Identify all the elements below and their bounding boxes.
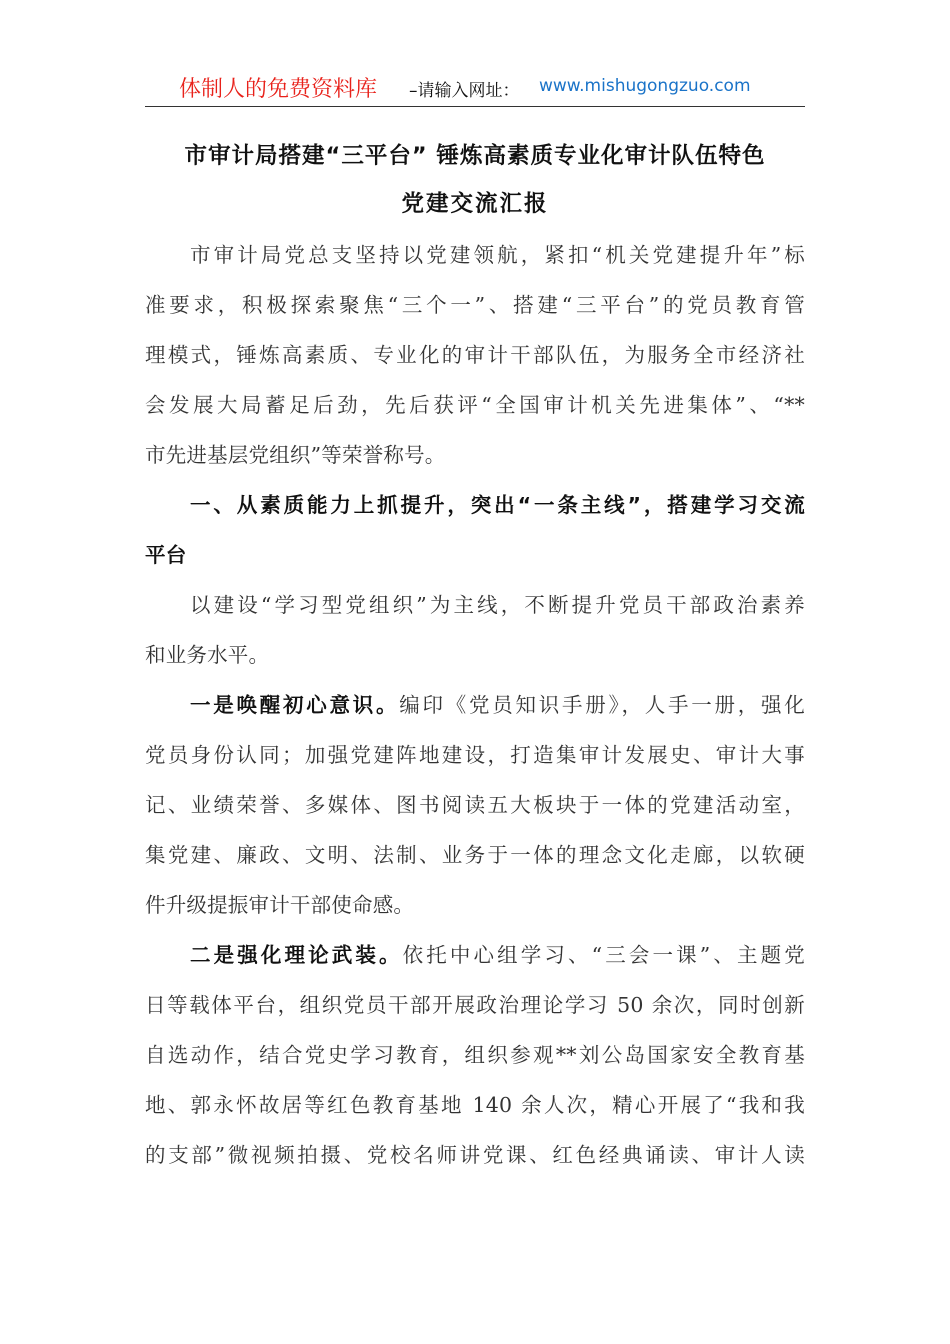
point-2-lead: 二是强化理论武装。 xyxy=(190,943,403,967)
intro-line: 准要求，积极探索聚焦“三个一”、搭建“三平台”的党员教育管 xyxy=(145,293,805,317)
point-1-first-line xyxy=(190,688,805,718)
intro-line: 市审计局党总支坚持以党建领航，紧扣“机关党建提升年”标 xyxy=(190,243,805,267)
header-brand: 体制人的免费资料库 xyxy=(179,77,378,102)
header-prompt: –请输入网址： xyxy=(409,81,520,101)
intro-line: 市先进基层党组织”等荣誉称号。 xyxy=(145,443,446,467)
point-1-line: 件升级提振审计干部使命感。 xyxy=(145,893,415,917)
page-header xyxy=(145,72,805,107)
intro-line: 会发展大局蓄足后劲，先后获评“全国审计机关先进集体”、“** xyxy=(145,393,805,417)
section-intro-line: 以建设“学习型党组织”为主线，不断提升党员干部政治素养 xyxy=(190,593,805,617)
point-2-first-text: 依托中心组学习、“三会一课”、主题党 xyxy=(402,943,805,967)
point-1-first-text: 编印《党员知识手册》，人手一册，强化 xyxy=(399,693,805,717)
section-intro-line: 和业务水平。 xyxy=(145,643,270,667)
point-1-line: 集党建、廉政、文明、法制、业务于一体的理念文化走廊，以软硬 xyxy=(145,843,805,867)
intro-line: 理模式，锤炼高素质、专业化的审计干部队伍，为服务全市经济社 xyxy=(145,343,805,367)
point-1-line: 记、业绩荣誉、多媒体、图书阅读五大板块于一体的党建活动室， xyxy=(145,793,805,817)
document-title-line-1: 市审计局搭建“三平台” 锤炼高素质专业化审计队伍特色 xyxy=(184,143,766,169)
point-2-line: 地、郭永怀故居等红色教育基地 140 余人次，精心开展了“我和我 xyxy=(145,1093,805,1117)
point-2-first-line xyxy=(190,938,805,968)
point-2-line: 的支部”微视频拍摄、党校名师讲党课、红色经典诵读、审计人读 xyxy=(145,1143,805,1167)
section-heading-line: 一、从素质能力上抓提升，突出“一条主线”，搭建学习交流 xyxy=(190,493,805,517)
header-url-link[interactable]: www.mishugongzuo.com xyxy=(539,76,751,96)
section-heading-line: 平台 xyxy=(145,543,187,567)
point-1-line: 党员身份认同；加强党建阵地建设，打造集审计发展史、审计大事 xyxy=(145,743,805,767)
point-1-lead: 一是唤醒初心意识。 xyxy=(190,693,400,717)
point-2-line: 自选动作，结合党史学习教育，组织参观**刘公岛国家安全教育基 xyxy=(145,1043,805,1067)
point-2-line: 日等载体平台，组织党员干部开展政治理论学习 50 余次，同时创新 xyxy=(145,993,805,1017)
document-title-line-2: 党建交流汇报 xyxy=(401,191,549,217)
